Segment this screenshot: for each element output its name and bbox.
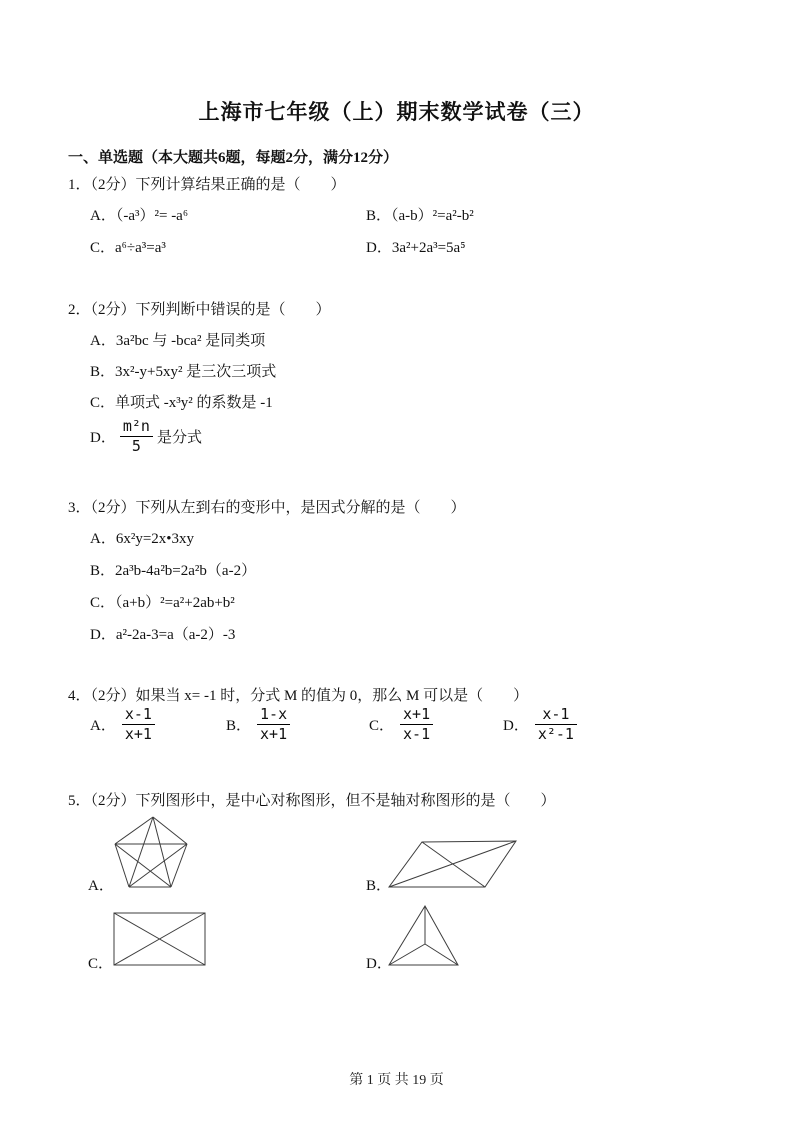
q5-figure-b-parallelogram-with-diagonals bbox=[384, 836, 522, 892]
q2-option-d-label: D． bbox=[90, 429, 116, 446]
q2-option-c: C．单项式 -x³y² 的系数是 -1 bbox=[90, 395, 273, 411]
q4-option-d bbox=[503, 705, 577, 744]
fraction-denominator: x+1 bbox=[124, 724, 152, 743]
q5-figure-a-pentagon-with-diagonals bbox=[110, 812, 192, 892]
q3-stem: 3．（2分）下列从左到右的变形中，是因式分解的是（ ） bbox=[68, 500, 466, 516]
q1-option-b: B．（a-b）²=a²-b² bbox=[366, 208, 474, 224]
q2-stem: 2．（2分）下列判断中错误的是（ ） bbox=[68, 302, 331, 318]
q3-option-a: A．6x²y=2x•3xy bbox=[90, 531, 195, 547]
q4-stem: 4．（2分）如果当 x= -1 时，分式 M 的值为 0，那么 M 可以是（ ） bbox=[68, 688, 529, 704]
q1-option-a: A．（-a³）²= -a⁶ bbox=[90, 208, 189, 224]
q4-option-c-fraction bbox=[400, 705, 433, 744]
section-header: 一、单选题（本大题共6题，每题2分，满分12分） bbox=[68, 150, 399, 166]
q4-option-c bbox=[369, 705, 433, 744]
q4-option-a bbox=[90, 705, 155, 744]
fraction-numerator: x+1 bbox=[400, 705, 433, 725]
fraction-numerator: x-1 bbox=[535, 705, 577, 725]
q4-option-d-fraction bbox=[535, 705, 577, 744]
q5-figure-d-label: D． bbox=[366, 956, 392, 972]
q5-figure-c-rectangle-with-diagonals bbox=[110, 908, 210, 970]
q3-option-c: C．（a+b）²=a²+2ab+b² bbox=[90, 595, 235, 611]
q2-option-a: A．3a²bc 与 -bca² 是同类项 bbox=[90, 333, 266, 349]
q4-option-d-label: D． bbox=[503, 717, 529, 734]
q3-option-d: D．a²-2a-3=a（a-2）-3 bbox=[90, 627, 236, 643]
fraction-denominator: 5 bbox=[131, 436, 141, 455]
q5-figure-c-label: C． bbox=[88, 956, 114, 972]
q4-option-b-fraction bbox=[257, 705, 290, 744]
fraction-denominator: x²-1 bbox=[537, 724, 574, 743]
q4-option-a-fraction bbox=[122, 705, 155, 744]
q1-option-d: D．3a²+2a³=5a⁵ bbox=[366, 240, 466, 256]
page-number-footer: 第 1 页 共 19 页 bbox=[349, 1073, 444, 1088]
q5-figure-a-label: A． bbox=[88, 878, 114, 894]
fraction-denominator: x-1 bbox=[403, 724, 431, 743]
q4-option-c-label: C． bbox=[369, 717, 395, 734]
fraction-numerator: m²n bbox=[120, 417, 153, 437]
q3-option-b: B．2a³b-4a²b=2a²b（a-2） bbox=[90, 563, 257, 579]
fraction-denominator: x+1 bbox=[260, 724, 288, 743]
q1-option-c: C．a⁶÷a³=a³ bbox=[90, 240, 166, 256]
fraction-numerator: x-1 bbox=[122, 705, 155, 725]
q2-option-d-suffix: 是分式 bbox=[156, 429, 202, 446]
q2-option-b: B．3x²-y+5xy² 是三次三项式 bbox=[90, 364, 277, 380]
q4-option-a-label: A． bbox=[90, 717, 116, 734]
fraction-numerator: 1-x bbox=[257, 705, 290, 725]
q1-stem: 1．（2分）下列计算结果正确的是（ ） bbox=[68, 177, 346, 193]
q4-option-b bbox=[226, 705, 290, 744]
q2-option-d bbox=[90, 417, 202, 456]
q4-option-b-label: B． bbox=[226, 717, 252, 734]
q5-figure-b-label: B． bbox=[366, 878, 392, 894]
q5-figure-d-triangle-with-center-segments bbox=[384, 901, 464, 971]
q5-stem: 5．（2分）下列图形中，是中心对称图形，但不是轴对称图形的是（ ） bbox=[68, 793, 556, 809]
q2-option-d-fraction bbox=[120, 417, 153, 456]
page-title: 上海市七年级（上）期末数学试卷（三） bbox=[198, 100, 595, 124]
